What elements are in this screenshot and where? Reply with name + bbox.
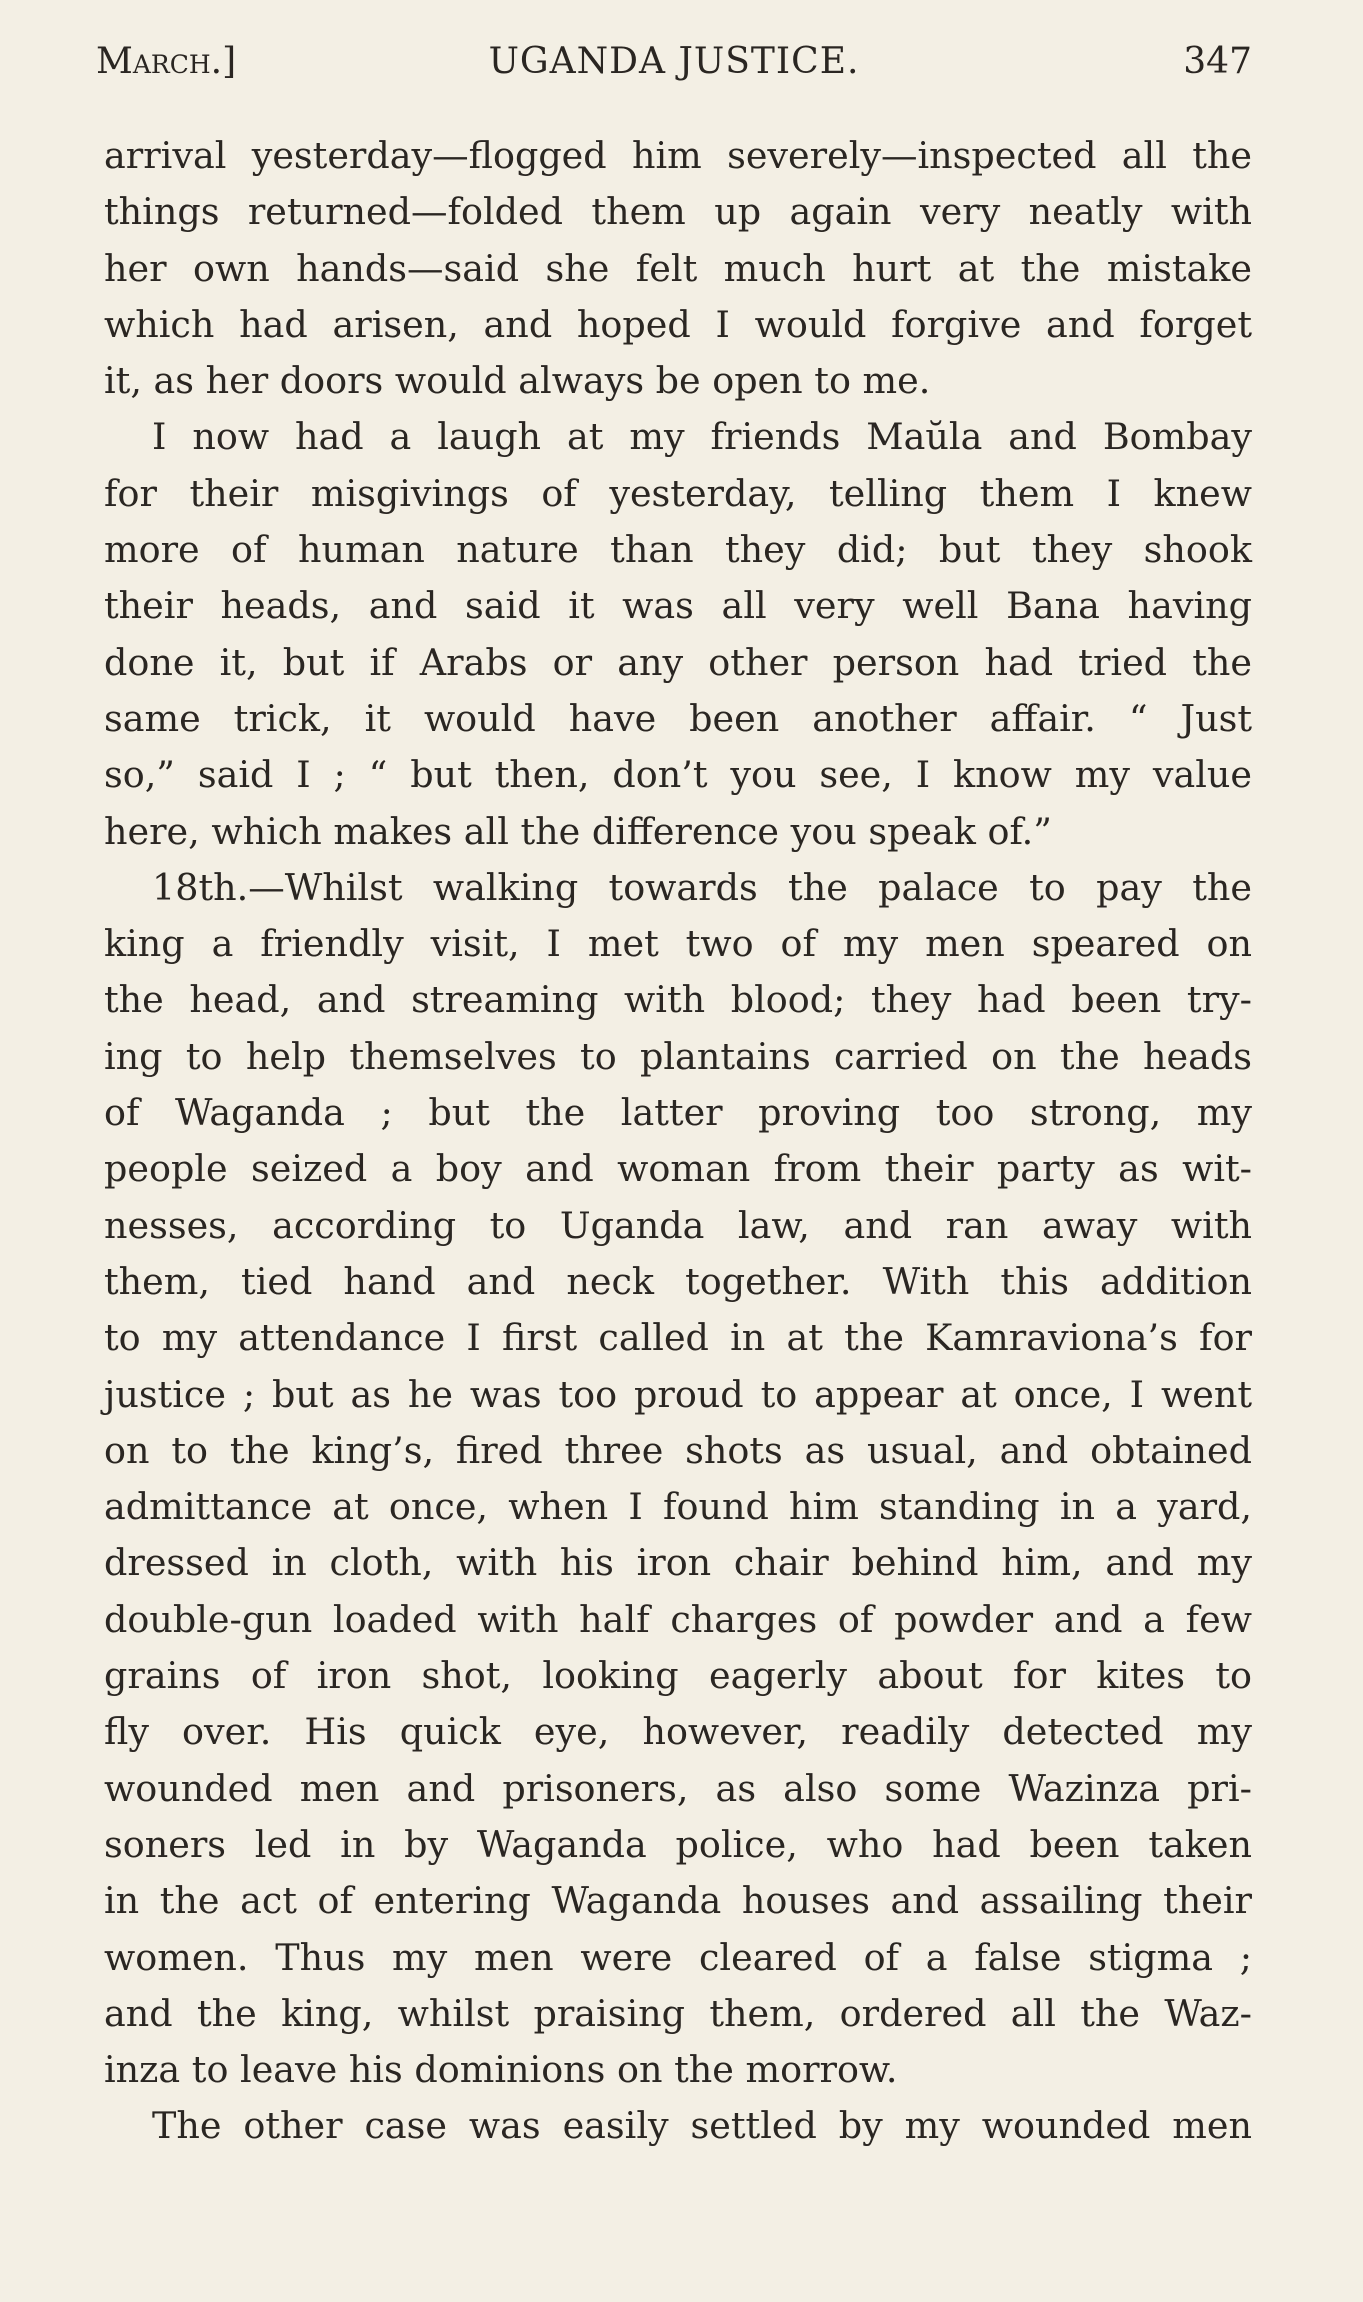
running-head — [96, 40, 1252, 84]
text-line: which had arisen, and hoped I would forgive and forget — [104, 302, 1252, 346]
text-line: for their misgivings of yesterday, telling them I knew — [104, 471, 1252, 515]
text-line: 18th.—Whilst walking towards the palace to pay the — [152, 865, 1252, 909]
text-line: wounded men and prisoners, as also some Wazinza pri- — [104, 1766, 1252, 1810]
text-line: king a friendly visit, I met two of my men speared on — [104, 922, 1252, 966]
running-head-month: March.] — [96, 41, 237, 82]
text-line: done it, but if Arabs or any other person had tried the — [104, 640, 1252, 684]
text-line: soners led in by Waganda police, who had been taken — [104, 1822, 1252, 1866]
text-line: justice ; but as he was too proud to appear at once, I went — [104, 1372, 1252, 1416]
text-line: things returned—folded them up again very neatly with — [104, 190, 1252, 234]
text-line: and the king, whilst praising them, ordered all the Waz- — [104, 1991, 1252, 2035]
text-line: here, which makes all the difference you speak of.” — [104, 809, 1052, 853]
text-line: dressed in cloth, with his iron chair behind him, and my — [104, 1541, 1252, 1585]
text-line: her own hands—said she felt much hurt at the mistake — [104, 246, 1252, 290]
text-line: The other case was easily settled by my wounded men — [152, 2104, 1252, 2148]
text-line: ing to help themselves to plantains carried on the heads — [104, 1034, 1252, 1078]
text-line: so,” said I ; “ but then, don’t you see, I know my value — [104, 753, 1252, 797]
page-number: 347 — [1183, 41, 1252, 82]
text-line: of Waganda ; but the latter proving too strong, my — [104, 1091, 1252, 1135]
body-text — [104, 128, 1252, 2155]
text-line: it, as her doors would always be open to me. — [104, 359, 931, 403]
text-line: in the act of entering Waganda houses and assailing their — [104, 1879, 1252, 1923]
text-line: women. Thus my men were cleared of a false stigma ; — [104, 1935, 1252, 1979]
text-line: to my attendance I first called in at the Kamraviona’s for — [104, 1316, 1252, 1360]
text-line: grains of iron shot, looking eagerly about for kites to — [104, 1654, 1252, 1698]
text-line: the head, and streaming with blood; they had been try- — [104, 978, 1252, 1022]
text-line: fly over. His quick eye, however, readily detected my — [104, 1710, 1252, 1754]
text-line: their heads, and said it was all very well Bana having — [104, 584, 1252, 628]
running-head-title: UGANDA JUSTICE. — [488, 41, 860, 82]
text-line: more of human nature than they did; but they shook — [104, 528, 1252, 572]
text-line: nesses, according to Uganda law, and ran away with — [104, 1203, 1252, 1247]
text-line: admittance at once, when I found him standing in a yard, — [104, 1485, 1252, 1529]
text-line: on to the king’s, fired three shots as usual, and obtained — [104, 1428, 1252, 1472]
text-line: same trick, it would have been another affair. “ Just — [104, 696, 1252, 740]
text-line: them, tied hand and neck together. With this addition — [104, 1259, 1252, 1303]
text-line: I now had a laugh at my friends Maŭla and Bombay — [152, 415, 1252, 459]
text-line: arrival yesterday—flogged him severely—inspected all the — [104, 134, 1252, 177]
text-line: double-gun loaded with half charges of powder and a few — [104, 1597, 1252, 1641]
text-line: people seized a boy and woman from their party as wit- — [104, 1147, 1252, 1191]
text-line: inza to leave his dominions on the morrow. — [104, 2048, 898, 2092]
